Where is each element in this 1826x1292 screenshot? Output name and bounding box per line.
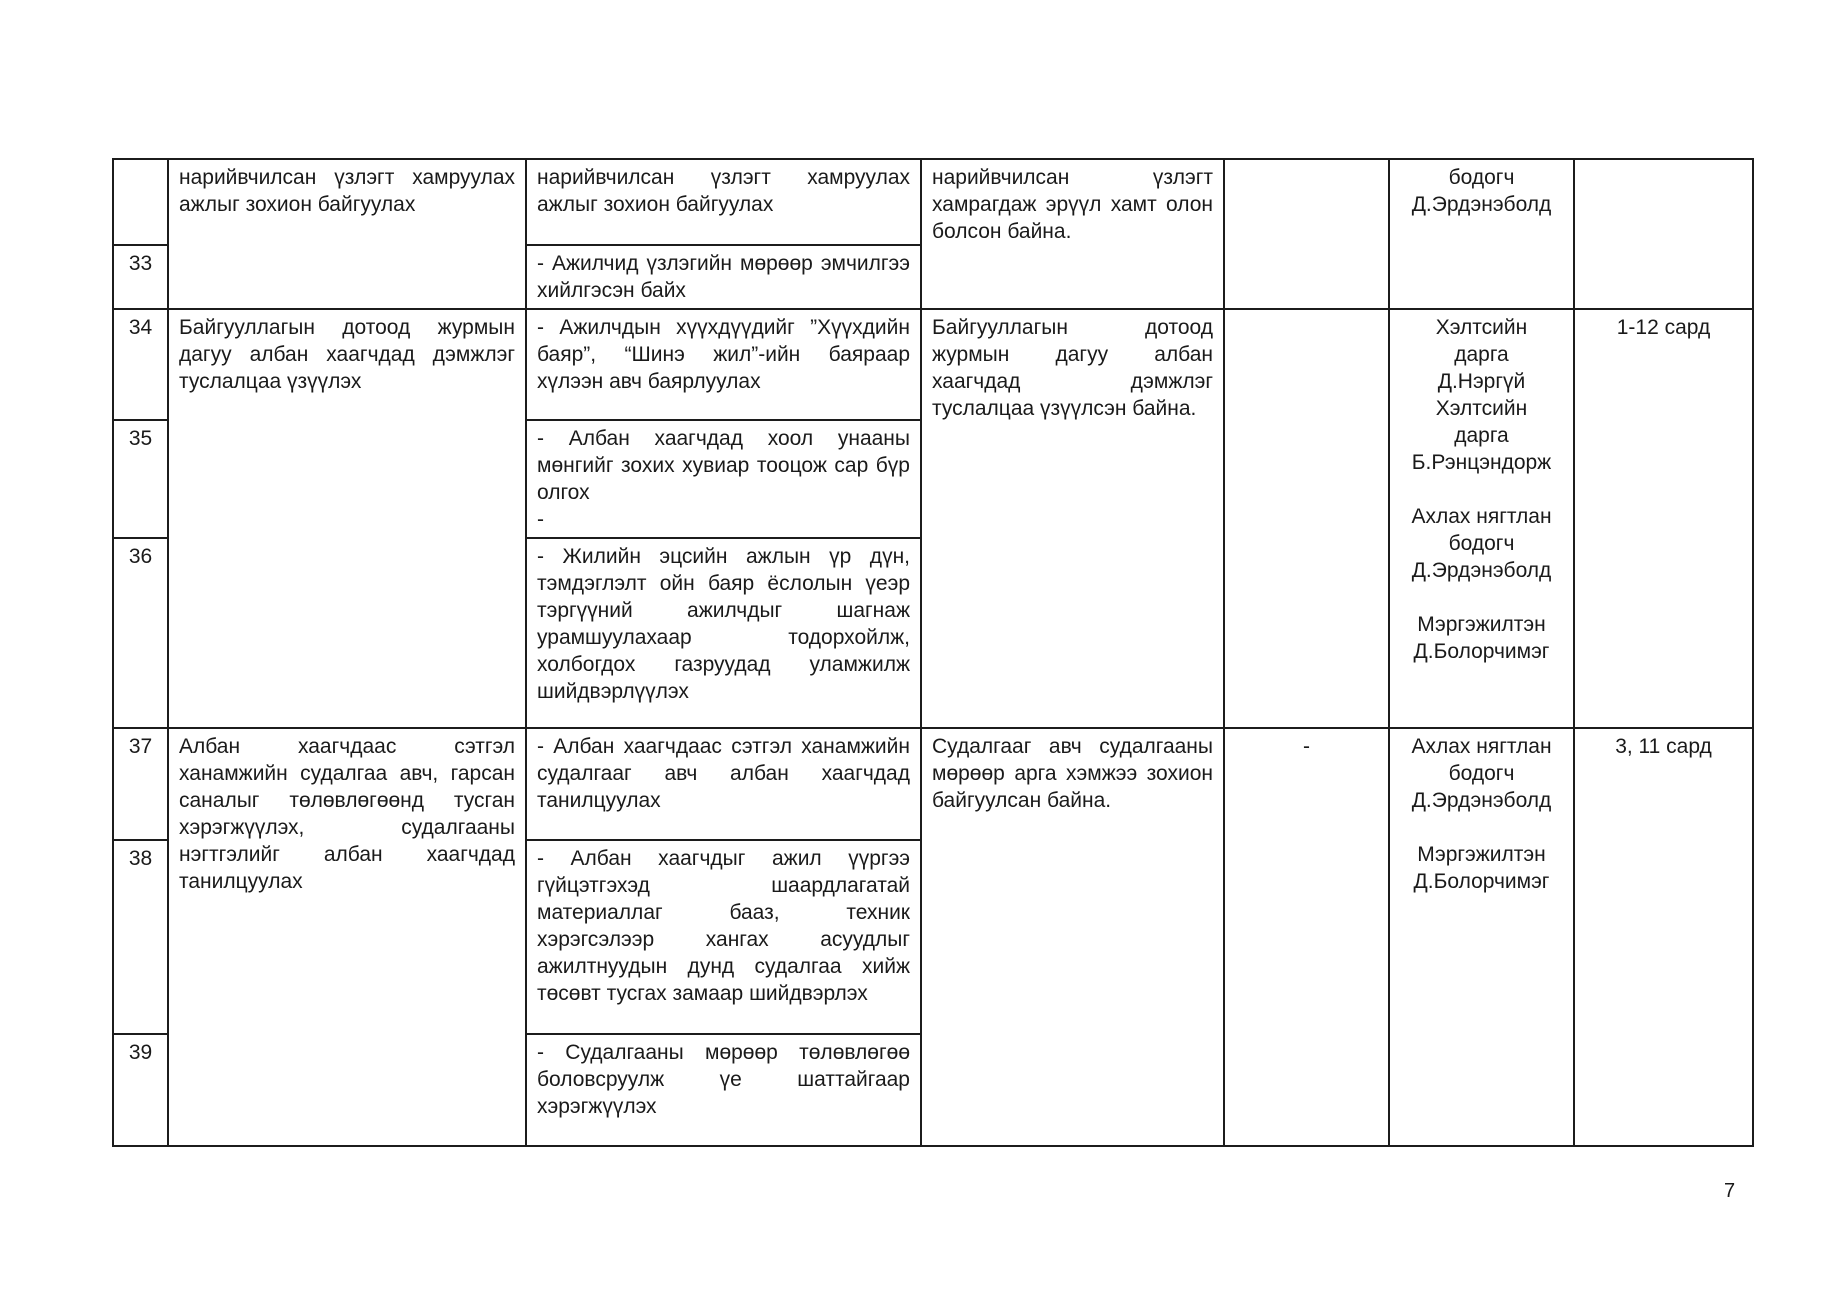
responsible-line: Мэргэжилтэн xyxy=(1417,843,1546,866)
responsible-line: Д.Болорчимэг xyxy=(1413,870,1550,893)
responsible-line: Д.Эрдэнэболд xyxy=(1411,193,1552,216)
deadline-cell: 1-12 сард xyxy=(1574,309,1753,728)
table-row xyxy=(113,309,1753,420)
action-text: - Албан хаагчдад хоол унааны мөнгийг зохих хувиар тооцож сар бүр олгох xyxy=(537,427,910,504)
budget-cell xyxy=(1224,159,1389,309)
responsible-line: Д.Нэргүй xyxy=(1437,370,1526,393)
action-cell: - Судалгааны мөрөөр төлөвлөгөө боловсруулж үе шаттайгаар хэрэгжүүлэх xyxy=(526,1034,921,1146)
objective-cell: Байгууллагын дотоод журмын дагуу албан хаагчдад дэмжлэг туслалцаа үзүүлэх xyxy=(168,309,526,728)
responsible-line: дарга xyxy=(1454,343,1509,366)
responsible-line: Д.Эрдэнэболд xyxy=(1411,789,1552,812)
table-row xyxy=(113,159,1753,245)
responsible-line: дарга xyxy=(1454,424,1509,447)
action-text: - xyxy=(537,508,544,531)
row-number: 36 xyxy=(113,538,168,728)
result-cell: нарийвчилсан үзлэгт хамрагдаж эрүүл хамт олон болсон байна. xyxy=(921,159,1224,309)
responsible-line: бодогч xyxy=(1448,532,1515,555)
budget-cell xyxy=(1224,309,1389,728)
row-number: 34 xyxy=(113,309,168,420)
row-number: 33 xyxy=(113,245,168,309)
responsible-cell xyxy=(1389,728,1574,1146)
deadline-cell xyxy=(1574,159,1753,309)
responsible-line: Ахлах нягтлан xyxy=(1411,735,1552,758)
result-cell: Байгууллагын дотоод журмын дагуу албан хаагчдад дэмжлэг туслалцаа үзүүлсэн байна. xyxy=(921,309,1224,728)
row-number: 37 xyxy=(113,728,168,840)
row-number: 39 xyxy=(113,1034,168,1146)
row-number: 38 xyxy=(113,840,168,1034)
responsible-cell xyxy=(1389,159,1574,309)
responsible-line: бодогч xyxy=(1448,166,1515,189)
spacer xyxy=(1400,476,1563,503)
action-cell xyxy=(526,420,921,538)
action-cell: - Ажилчид үзлэгийн мөрөөр эмчилгээ хийлгэсэн байх xyxy=(526,245,921,309)
table-row xyxy=(113,728,1753,840)
action-cell: - Ажилчдын хүүхдүүдийг ”Хүүхдийн баяр”, “Шинэ жил”-ийн баяраар хүлээн авч баярлуулах xyxy=(526,309,921,420)
responsible-line: Б.Рэнцэндорж xyxy=(1411,451,1552,474)
responsible-line: Мэргэжилтэн xyxy=(1417,613,1546,636)
responsible-line: Ахлах нягтлан xyxy=(1411,505,1552,528)
action-cell: нарийвчилсан үзлэгт хамруулах ажлыг зохион байгуулах xyxy=(526,159,921,245)
deadline-cell: 3, 11 сард xyxy=(1574,728,1753,1146)
responsible-cell xyxy=(1389,309,1574,728)
action-cell: - Жилийн эцсийн ажлын үр дүн, тэмдэглэлт ойн баяр ёслолын үеэр тэргүүний ажилчдыг шагнаж урамшуулахаар тодорхойлж, холбогдох газруудад уламжилж шийдвэрлүүлэх xyxy=(526,538,921,728)
row-number xyxy=(113,159,168,245)
result-cell: Судалгааг авч судалгааны мөрөөр арга хэмжээ зохион байгуулсан байна. xyxy=(921,728,1224,1146)
budget-cell: - xyxy=(1224,728,1389,1146)
spacer xyxy=(1400,814,1563,841)
action-cell: - Албан хаагчдаас сэтгэл ханамжийн судалгааг авч албан хаагчдад танилцуулах xyxy=(526,728,921,840)
action-cell: - Албан хаагчдыг ажил үүргээ гүйцэтгэхэд шаардлагатай материаллаг бааз, техник хэрэгсэлээр хангах асуудлыг ажилтнуудын дунд судалгаа хийж төсөвт тусгах замаар шийдвэрлэх xyxy=(526,840,921,1034)
responsible-line: Д.Эрдэнэболд xyxy=(1411,559,1552,582)
responsible-line: бодогч xyxy=(1448,762,1515,785)
row-number: 35 xyxy=(113,420,168,538)
action-plan-table xyxy=(112,158,1754,1147)
spacer xyxy=(1400,584,1563,611)
objective-cell: Албан хаагчдаас сэтгэл ханамжийн судалгаа авч, гарсан саналыг төлөвлөгөөнд тусган хэрэгжүүлэх, судалгааны нэгтгэлийг албан хаагчдад танилцуулах xyxy=(168,728,526,1146)
responsible-line: Д.Болорчимэг xyxy=(1413,640,1550,663)
responsible-line: Хэлтсийн xyxy=(1435,316,1528,339)
page-number: 7 xyxy=(1724,1180,1736,1202)
responsible-line: Хэлтсийн xyxy=(1435,397,1528,420)
objective-cell: нарийвчилсан үзлэгт хамруулах ажлыг зохион байгуулах xyxy=(168,159,526,309)
